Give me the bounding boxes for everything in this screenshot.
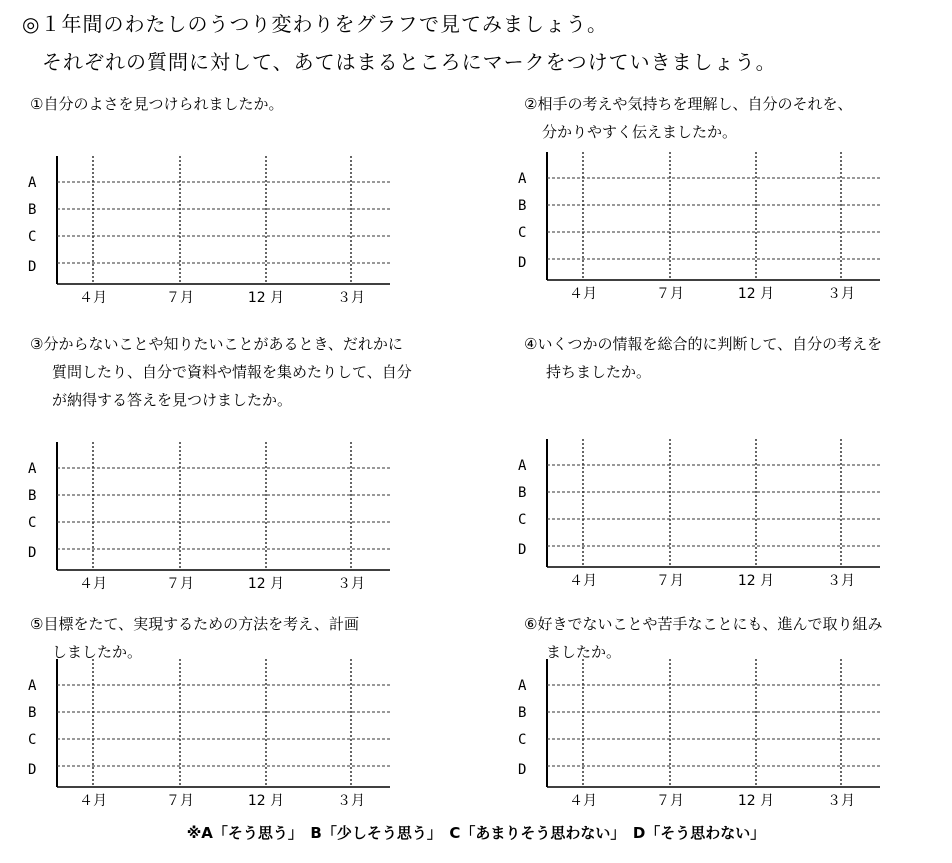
month-label: ４月 [79, 290, 107, 306]
level-label-d: D [28, 259, 37, 275]
question-1-line-1: ①自分のよさを見つけられましたか。 [30, 95, 284, 113]
question-2-line-2: 分かりやすく伝えましたか。 [542, 123, 738, 141]
question-4-line-1: ④いくつかの情報を総合的に判断して、自分の考えを [524, 335, 883, 353]
level-label-b: B [518, 198, 527, 214]
month-label: ３月 [827, 793, 855, 809]
level-label-a: A [518, 678, 527, 694]
level-label-c: C [518, 512, 527, 528]
month-label: 12 月 [247, 793, 285, 809]
month-label: 12 月 [737, 573, 775, 589]
page-title: ◎１年間のわたしのうつり変わりをグラフで見てみましょう。 [22, 12, 609, 36]
level-label-a: A [28, 678, 37, 694]
grid-4[interactable] [510, 435, 910, 595]
level-label-c: C [28, 732, 37, 748]
level-label-c: C [518, 732, 527, 748]
month-label: 12 月 [247, 576, 285, 592]
month-label: ７月 [656, 793, 684, 809]
level-label-d: D [28, 545, 37, 561]
level-label-a: A [518, 458, 527, 474]
month-label: ７月 [166, 290, 194, 306]
question-5-line-2: しましたか。 [52, 643, 143, 661]
level-label-a: A [518, 171, 527, 187]
month-label: ４月 [569, 286, 597, 302]
grid-3[interactable] [20, 438, 420, 598]
month-label: ７月 [656, 573, 684, 589]
grid-6[interactable] [510, 655, 910, 815]
level-label-c: C [28, 229, 37, 245]
month-label: 12 月 [247, 290, 285, 306]
level-label-d: D [518, 542, 527, 558]
level-label-b: B [518, 485, 527, 501]
question-6-line-2: ましたか。 [546, 643, 622, 661]
level-label-d: D [28, 762, 37, 778]
grid-2[interactable] [510, 148, 910, 308]
question-3-line-2: 質問したり、自分で資料や情報を集めたりして、自分 [52, 363, 412, 381]
month-label: ３月 [827, 573, 855, 589]
question-4-line-2: 持ちましたか。 [546, 363, 652, 381]
level-label-c: C [28, 515, 37, 531]
question-6-line-1: ⑥好きでないことや苦手なことにも、進んで取り組み [524, 615, 883, 633]
question-2-line-1: ②相手の考えや気持ちを理解し、自分のそれを、 [524, 95, 853, 113]
month-label: ７月 [656, 286, 684, 302]
legend-note: ※A「そう思う」 B「少しそう思う」 C「あまりそう思わない」 D「そう思わない」 [186, 824, 766, 842]
question-1 [30, 90, 283, 118]
month-label: ３月 [827, 286, 855, 302]
level-label-b: B [28, 488, 37, 504]
question-2 [524, 90, 852, 146]
question-3 [30, 330, 412, 414]
month-label: ７月 [166, 576, 194, 592]
page-subtitle: それぞれの質問に対して、あてはまるところにマークをつけていきましょう。 [42, 50, 777, 74]
month-label: ４月 [79, 793, 107, 809]
month-label: ４月 [569, 793, 597, 809]
month-label: ４月 [79, 576, 107, 592]
month-label: ４月 [569, 573, 597, 589]
level-label-b: B [28, 202, 37, 218]
month-label: 12 月 [737, 793, 775, 809]
level-label-b: B [28, 705, 37, 721]
question-4 [524, 330, 882, 386]
month-label: ３月 [337, 576, 365, 592]
level-label-a: A [28, 461, 37, 477]
question-5-line-1: ⑤目標をたて、実現するための方法を考え、計画 [30, 615, 360, 633]
level-label-a: A [28, 175, 37, 191]
grid-5[interactable] [20, 655, 420, 815]
question-3-line-3: が納得する答えを見つけましたか。 [52, 391, 293, 409]
month-label: ７月 [166, 793, 194, 809]
grid-1[interactable] [20, 152, 420, 312]
level-label-d: D [518, 762, 527, 778]
level-label-b: B [518, 705, 527, 721]
level-label-c: C [518, 225, 527, 241]
month-label: ３月 [337, 793, 365, 809]
question-3-line-1: ③分からないことや知りたいことがあるとき、だれかに [30, 335, 403, 353]
month-label: ３月 [337, 290, 365, 306]
level-label-d: D [518, 255, 527, 271]
month-label: 12 月 [737, 286, 775, 302]
